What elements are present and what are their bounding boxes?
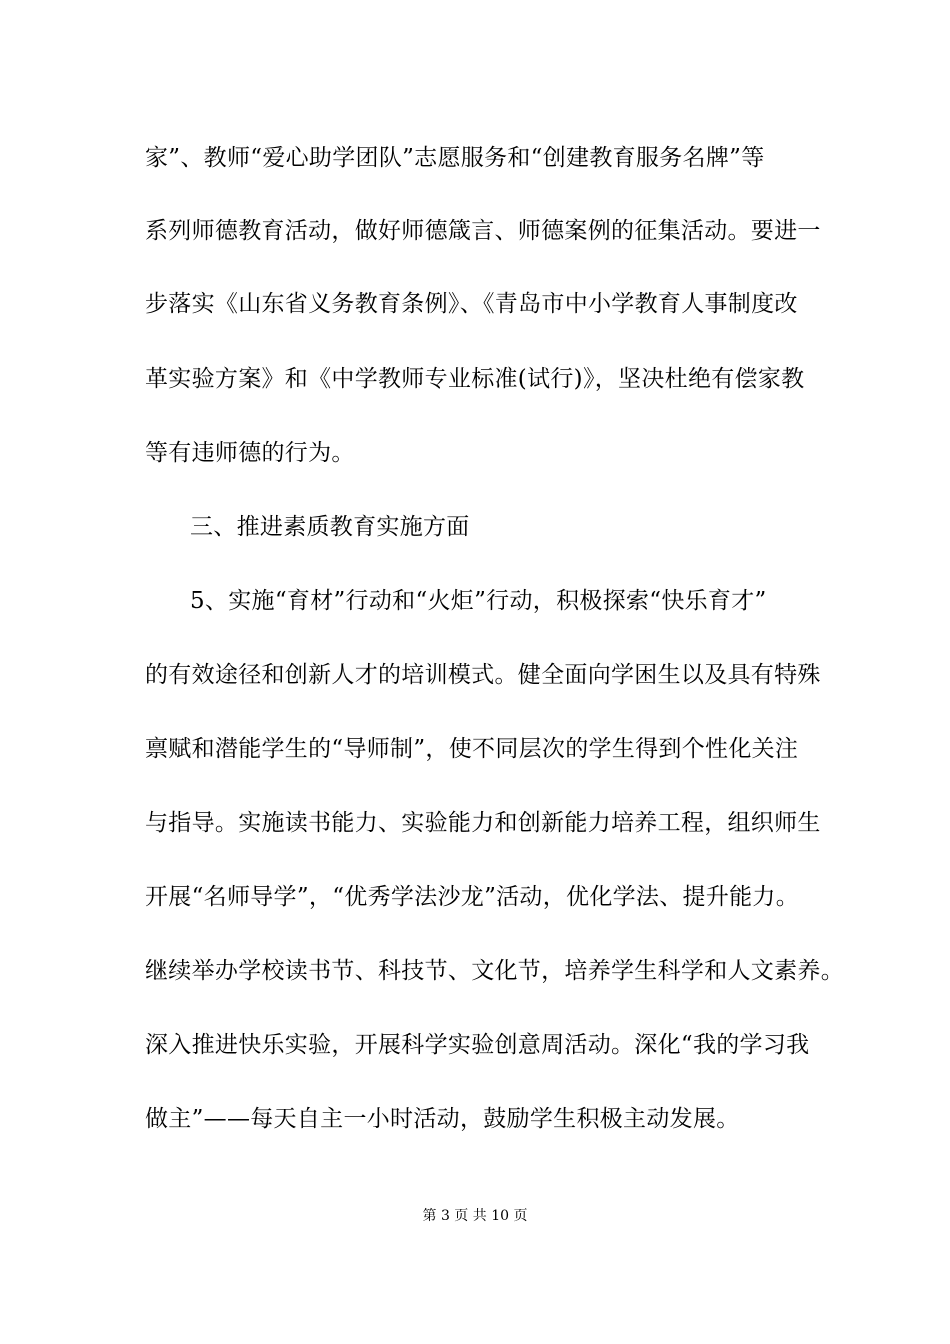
paragraph-line-5: 等有违师德的行为。: [145, 440, 355, 466]
paragraph-line-14: 做主”——每天自主一小时活动，鼓励学生积极主动发展。: [145, 1106, 740, 1132]
paragraph-line-2: 系列师德教育活动，做好师德箴言、师德案例的征集活动。要进一: [145, 218, 821, 244]
paragraph-line-7: 5、实施“育材”行动和“火炬”行动，积极探索“快乐育才”: [190, 588, 767, 614]
paragraph-line-3: 步落实《山东省义务教育条例》、《青岛市中小学教育人事制度改: [145, 291, 798, 317]
paragraph-line-1: 家”、教师“爱心助学团队”志愿服务和“创建教育服务名牌”等: [145, 145, 765, 171]
paragraph-line-13: 深入推进快乐实验，开展科学实验创意周活动。深化“我的学习我: [145, 1032, 810, 1058]
paragraph-line-10: 与指导。实施读书能力、实验能力和创新能力培养工程，组织师生: [145, 810, 821, 836]
paragraph-line-12: 继续举办学校读书节、科技节、文化节，培养学生科学和人文素养。: [145, 958, 844, 984]
paragraph-line-8: 的有效途径和创新人才的培训模式。健全面向学困生以及具有特殊: [145, 662, 821, 688]
page-number-footer: 第 3 页 共 10 页: [422, 1208, 528, 1224]
section-heading: 三、推进素质教育实施方面: [190, 514, 470, 540]
paragraph-line-4: 革实验方案》和《中学教师专业标准(试行)》，坚决杜绝有偿家教: [145, 366, 805, 392]
paragraph-line-9: 禀赋和潜能学生的“导师制”，使不同层次的学生得到个性化关注: [145, 736, 799, 762]
paragraph-line-11: 开展“名师导学”，“优秀学法沙龙”活动，优化学法、提升能力。: [145, 884, 800, 910]
